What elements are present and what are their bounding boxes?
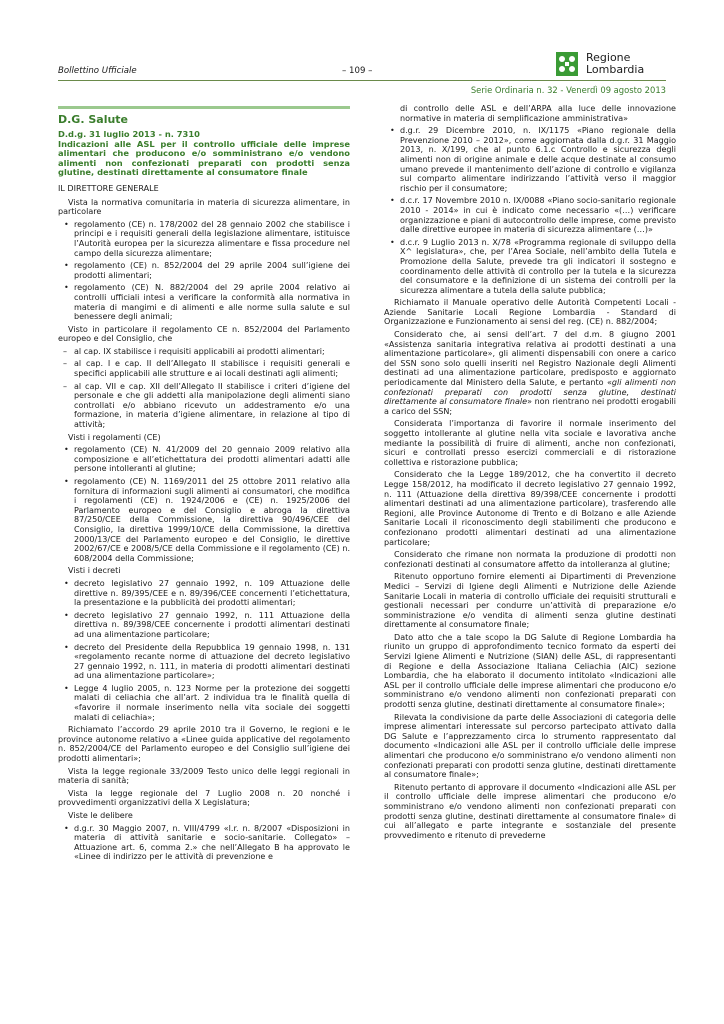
text-span: Considerato che, ai sensi dell’art. 7 del d.m. 8 giugno 2001 «Assistenza sanitaria integrativa relativa ai prodotti destinati a una alimentazione particolare», gli alimenti dispensabili con onere a carico del SSN sono solo quelli inseriti nel Registro Nazionale degli Alimenti destinati ad una alimentazione particolare, predisposto e aggiornato periodicamente dal Ministero della Salute, e pertanto « [384,330,676,388]
paragraph: Rilevata la condivisione da parte delle Associazioni di categoria delle imprese alimentari interessate sul percorso partecipato attivato dalla DG Salute e l’apprezzamento circa lo strumento rappresentato dal documento «Indicazioni alle ASL per il controllo ufficiale delle imprese alimentari che producono e/o somministrano e/o vendono alimenti non confezionati preparati con prodotti senza glutine, destinati direttamente al consumatore finale»; [384,712,676,780]
text-span: » non rientrano nei prodotti erogabili a carico del SSN; [384,397,676,416]
paragraph: Visto in particolare il regolamento CE n. 852/2004 del Parlamento europeo e del Consiglio, che [58,324,350,344]
bullet-list [58,220,350,322]
list-item: – al cap. IX stabilisce i requisiti applicabili ai prodotti alimentari; [58,347,350,357]
header-rule [58,80,666,81]
paragraph: Ritenuto opportuno fornire elementi ai Dipartimenti di Prevenzione Medici – Servizi di Igiene degli Alimenti e Nutrizione delle Aziende Sanitarie Locali in materia di controllo ufficiale dei requisiti strutturali e gestionali necessari per condurre un’attività di preparazione e/o somministrazione e/o vendita di alimenti senza glutine destinati direttamente al consumatore finale; [384,572,676,630]
paragraph: Richiamato l’accordo 29 aprile 2010 tra il Governo, le regioni e le province autonome relativo a «Linee guida applicative del regolamento n. 852/2004/CE del Parlamento europeo e del Consiglio sull’igiene dei prodotti alimentari»; [58,725,350,764]
series-info: Serie Ordinaria n. 32 - Venerdì 09 agosto 2013 [470,85,666,95]
paragraph: Considerato che la Legge 189/2012, che ha convertito il decreto Legge 158/2012, ha modificato il decreto legislativo 27 gennaio 1992, n. 111 (Attuazione della direttiva 89/398/CEE concernente i prodotti alimentari destinati ad una alimentazione particolare), trasferendo alle Regioni, alle Province Autonome di Trento e di Bolzano e alle Aziende Sanitarie Locali il riconoscimento degli stabilimenti che producono e confezionano prodotti alimentari destinati ad una alimentazione particolare; [384,470,676,547]
left-column [58,104,350,865]
publication-name: Bollettino Ufficiale [58,66,137,76]
paragraph: Viste le delibere [68,811,133,820]
paragraph: Dato atto che a tale scopo la DG Salute di Regione Lombardia ha riunito un gruppo di approfondimento tecnico formato da esperti dei Servizi Igiene Alimenti e Nutrizione (SIAN) delle ASL, di rappresentanti di Regione e della Associazione Italiana Celiachia (AIC) sezione Lombardia, che ha elaborato il documento intitolato «Indicazioni alle ASL per il controllo ufficiale delle imprese alimentari che producono e/o somministrano e/o vendono alimenti non confezionati preparati con prodotti senza glutine, destinati direttamente al consumatore finale»; [384,632,676,710]
right-column [384,104,676,843]
list-item: – al cap. I e cap. II dell’Allegato II stabilisce i requisiti generali e specifici applicabili alle strutture e ai locali destinati agli alimenti; [58,359,350,378]
regione-lombardia-logo [556,50,666,84]
list-item: • decreto legislativo 27 gennaio 1992, n. 111 Attuazione della direttiva n. 89/398/CEE concernente i prodotti alimentari destinati ad una alimentazione particolare; [58,611,350,640]
continued-paragraph: di controllo delle ASL e dell’ARPA alla luce delle innovazione normative in materia di semplificazione amministrativa» [400,104,676,123]
page-number: – 109 – [342,66,373,76]
logo-text-line2: Lombardia [586,63,645,76]
list-item: • d.c.r. 9 Luglio 2013 n. X/78 «Programma regionale di sviluppo della X^ legislatura», che, per l’Area Sociale, nell’ambito della Tutela e Promozione della Salute, prevede tra gli indicatori il sostegno e coordinamento delle attività di controllo per la tutela e la sicurezza del consumatore e la definizione di un sistema dei controlli per la sicurezza alimentare a tutela della salute pubblica; [384,238,676,296]
act-id: D.d.g. 31 luglio 2013 - n. 7310 [58,129,200,139]
emphasized-text: gli alimenti non confezionati preparati con prodotti senza glutine, destinati direttamente al consumatore finale [384,378,676,407]
act-title: Indicazioni alle ASL per il controllo ufficiale delle imprese alimentari che producono e/o somministrano e/o vendono alimenti non confezionati preparati con prodotti senza glutine, destinati direttamente al consumatore finale [58,138,350,178]
list-item: • regolamento (CE) N. 1169/2011 del 25 ottobre 2011 relativo alla fornitura di informazioni sugli alimenti ai consumatori, che modifica i regolamenti (CE) n. 1924/2006 e (CE) n. 1925/2006 del Parlamento europeo e del Consiglio e abroga la direttiva 87/250/CEE della Commissione, la direttiva 90/496/CEE del Consiglio, la direttiva 1999/10/CE della Commissione, la direttiva 2000/13/CE del Parlamento europeo e del Consiglio, le direttive 2002/67/CE e 2008/5/CE della Commissione e il regolamento (CE) n. 608/2004 della Commissione; [58,477,350,563]
lombardia-rose-icon [556,52,578,76]
paragraph: Considerato che rimane non normata la produzione di prodotti non confezionati destinati al consumatore affetto da intolleranza al glutine; [384,550,676,569]
paragraph: Vista la normativa comunitaria in materia di sicurezza alimentare, in particolare [58,197,350,217]
paragraph: Considerata l’importanza di favorire il normale inserimento del soggetto intollerante al glutine nella vita sociale e lavorativa anche mediante la possibilità di fruire di alimenti, anche non confezionati, sicuri e controllati presso esercizi commerciali e di ristorazione collettiva e ristorazione pubblica; [384,419,676,467]
paragraph: Ritenuto pertanto di approvare il documento «Indicazioni alle ASL per il controllo ufficiale delle imprese alimentari che producono e/o somministrano e/o vendono alimenti non confezionati preparati con prodotti senza glutine, destinati direttamente al consumatore finale» di cui all’allegato e parte integrante e sostanziale del presente provvedimento e ritenuto di prevederne [384,782,676,840]
bullet-list [58,824,350,862]
logo-text-line1: Regione [586,51,631,64]
list-item: – al cap. VII e cap. XII dell’Allegato II stabilisce i criteri d’igiene del personale e che gli addetti alla manipolazione degli alimenti siano controllati e/o abbiano ricevuto un addestramento e/o una formazione, in materia d’igiene alimentare, in relazione al tipo di attività; [58,382,350,430]
list-item: • decreto legislativo 27 gennaio 1992, n. 109 Attuazione delle direttive n. 89/395/CEE e n. 89/396/CEE concernenti l’etichettatura, la presentazione e la pubblicità dei prodotti alimentari; [58,579,350,608]
list-item: • regolamento (CE) n. 852/2004 del 29 aprile 2004 sull’igiene dei prodotti alimentari; [58,261,350,280]
director-heading: IL DIRETTORE GENERALE [58,183,159,193]
list-item: • d.g.r. 29 Dicembre 2010, n. IX/1175 «Piano regionale della Prevenzione 2010 – 2012», come aggiornata dalla d.g.r. 31 Maggio 2013, n. X/199, che al punto 6.1.c Controllo e sicurezza degli alimenti non di origine animale e delle acque destinate al consumo umano prevede il mantenimento dell’azione di controllo e vigilanza sul comparto alimentare indirizzando l’attività verso il maggior rischio per il consumatore; [384,126,676,193]
page-header [58,50,666,100]
list-item: • regolamento (CE) n. 178/2002 del 28 gennaio 2002 che stabilisce i principi e i requisiti generali della legislazione alimentare, istituisce l’Autorità europea per la sicurezza alimentare e fissa procedure nel campo della sicurezza alimentare; [58,220,350,258]
list-item: • d.c.r. 17 Novembre 2010 n. IX/0088 «Piano socio-sanitario regionale 2010 - 2014» in cui è indicato come necessario «(…) verificare organizzazione e piani di autocontrollo delle imprese, come previsto dalle direttive europee in materia di sicurezza alimentare (…)» [384,196,676,234]
list-item: • Legge 4 luglio 2005, n. 123 Norme per la protezione dei soggetti malati di celiachia che all’art. 2 individua tra le finalità quella di «favorire il normale inserimento nella vita sociale dei soggetti malati di celiachia»; [58,684,350,722]
bullet-list [58,445,350,563]
list-item: • decreto del Presidente della Repubblica 19 gennaio 1998, n. 131 «regolamento recante norme di attuazione del decreto legislativo 27 gennaio 1992, n. 111, in materia di prodotti alimentari destinati ad una alimentazione particolare»; [58,643,350,681]
paragraph: Visti i regolamenti (CE) [68,432,161,442]
section-title: D.G. Salute [58,113,129,126]
paragraph [384,330,676,416]
section-bar [58,106,350,109]
paragraph: Visti i decreti [68,566,121,576]
bullet-list [58,579,350,722]
paragraph: Vista la legge regionale del 7 Luglio 2008 n. 20 nonché i provvedimenti organizzativi della X Legislatura; [58,788,350,808]
list-item: • regolamento (CE) N. 882/2004 del 29 aprile 2004 relativo ai controlli ufficiali intesi a verificare la conformità alla normativa in materia di mangimi e di alimenti e alle norme sulla salute e sul benessere degli animali; [58,283,350,321]
paragraph: Richiamato il Manuale operativo delle Autorità Competenti Locali - Aziende Sanitarie Locali Regione Lombardia - Standard di Organizzazione e Funzionamento ai sensi del reg. (CE) n. 882/2004; [384,298,676,327]
list-item: • regolamento (CE) N. 41/2009 del 20 gennaio 2009 relativo alla composizione e all’etichettatura dei prodotti alimentari adatti alle persone intolleranti al glutine; [58,445,350,474]
bullet-list [384,126,676,295]
dash-list [58,347,350,430]
paragraph: Vista la legge regionale 33/2009 Testo unico delle leggi regionali in materia di sanità; [58,766,350,786]
list-item: • d.g.r. 30 Maggio 2007, n. VIII/4799 «l.r. n. 8/2007 «Disposizioni in materia di attività sanitarie e socio-sanitarie. Collegato» – Attuazione art. 6, comma 2.» che nell’Allegato B ha approvato le «Linee di indirizzo per le attività di prevenzione e [58,824,350,862]
